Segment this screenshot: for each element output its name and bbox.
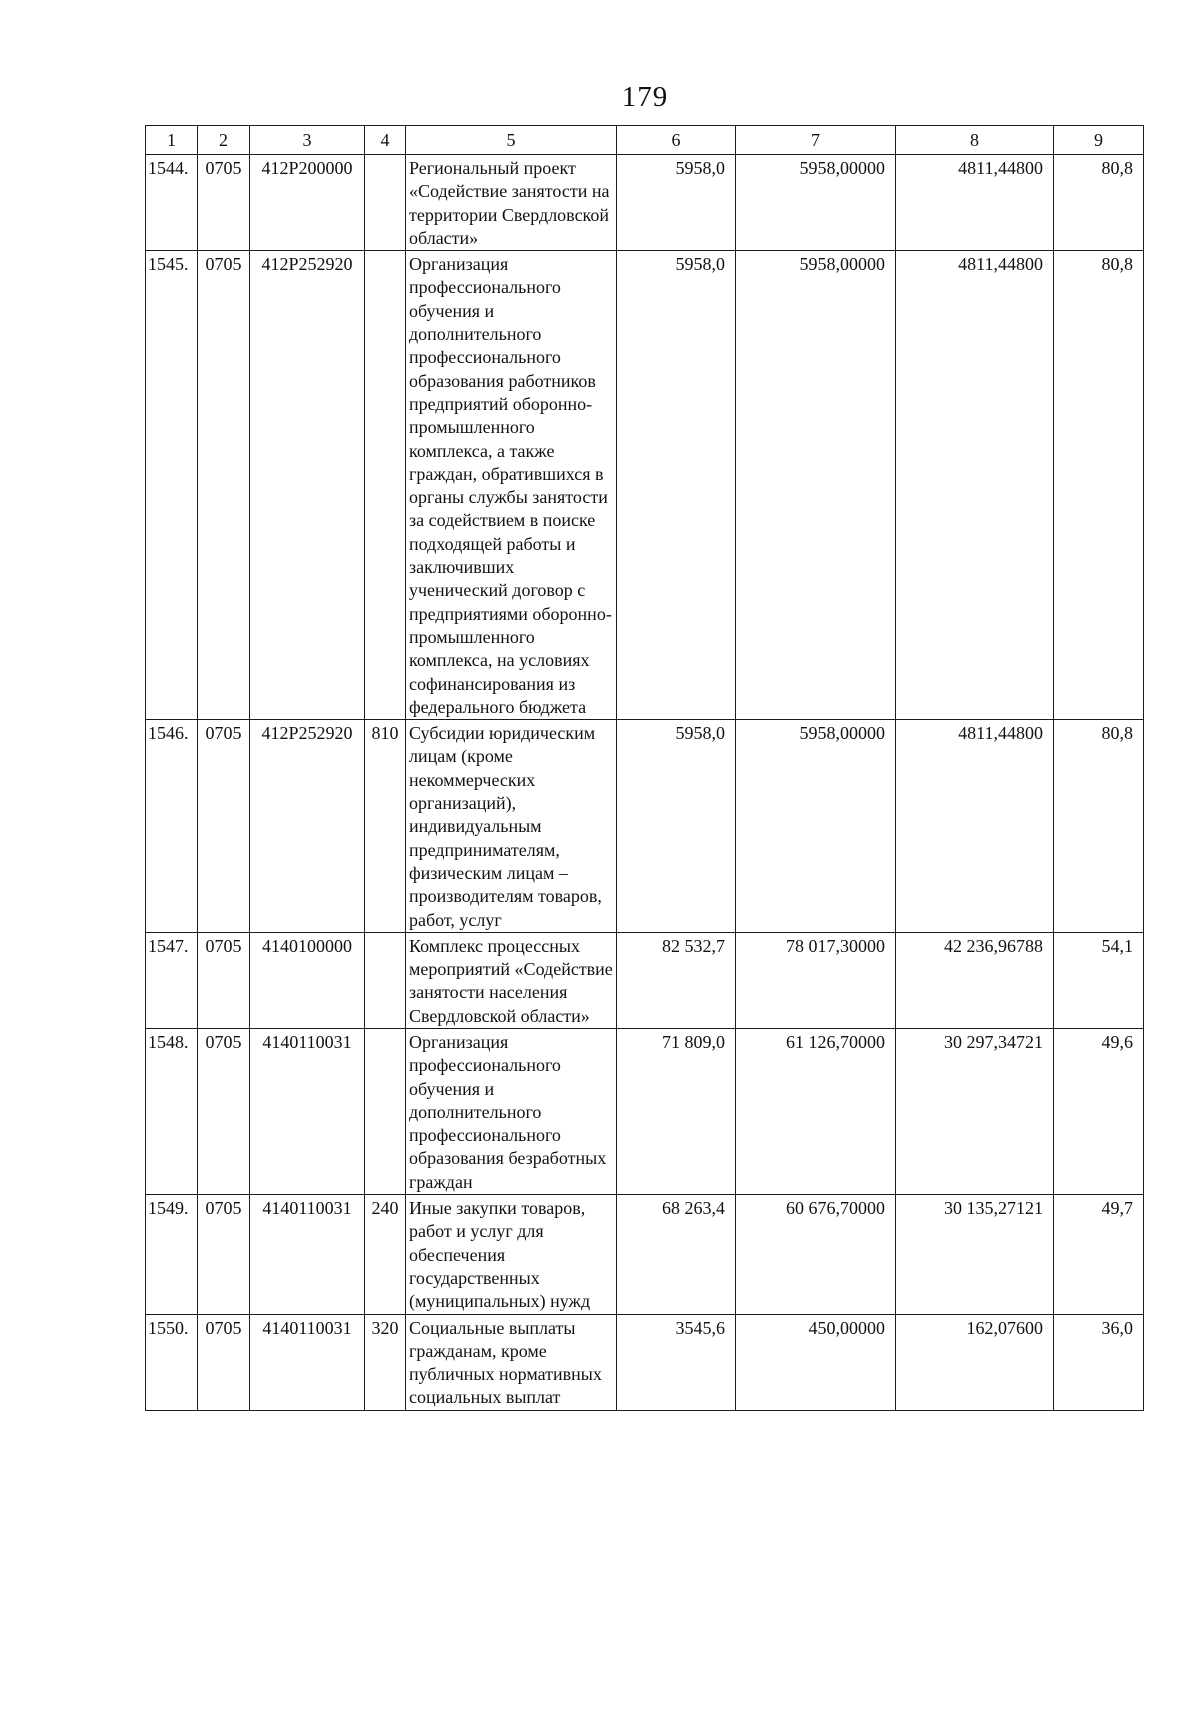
table-header-row	[146, 126, 1144, 155]
approved-amount-cell: 68 263,4	[617, 1195, 736, 1314]
expense-type-cell: 240	[365, 1195, 406, 1314]
budget-table	[145, 125, 1144, 1411]
executed-amount-cell: 4811,44800	[896, 155, 1054, 251]
approved-amount-cell: 5958,0	[617, 720, 736, 933]
page-number: 179	[621, 81, 669, 113]
target-article-cell: 4140110031	[250, 1028, 365, 1194]
approved-amount-cell: 3545,6	[617, 1314, 736, 1410]
target-article-cell: 4140100000	[250, 932, 365, 1028]
description-cell: Субсидии юридическим лицам (кроме некоммерческих организаций), индивидуальным предпринимателям, физическим лицам – производителям товаров, работ, услуг	[406, 720, 617, 933]
planned-amount-cell: 60 676,70000	[736, 1195, 896, 1314]
execution-percent-cell: 80,8	[1054, 155, 1144, 251]
column-header: 8	[896, 126, 1054, 155]
column-header: 1	[146, 126, 198, 155]
row-number-cell: 1546.	[146, 720, 198, 933]
expense-type-cell: 320	[365, 1314, 406, 1410]
planned-amount-cell: 78 017,30000	[736, 932, 896, 1028]
expense-type-cell: 810	[365, 720, 406, 933]
approved-amount-cell: 82 532,7	[617, 932, 736, 1028]
section-code-cell: 0705	[198, 155, 250, 251]
table-row	[146, 1028, 1144, 1194]
target-article-cell: 4140110031	[250, 1195, 365, 1314]
row-number-cell: 1550.	[146, 1314, 198, 1410]
target-article-cell: 412P252920	[250, 720, 365, 933]
table-row	[146, 932, 1144, 1028]
table-row	[146, 251, 1144, 720]
executed-amount-cell: 162,07600	[896, 1314, 1054, 1410]
target-article-cell: 412P252920	[250, 251, 365, 720]
approved-amount-cell: 5958,0	[617, 155, 736, 251]
planned-amount-cell: 5958,00000	[736, 155, 896, 251]
column-header: 5	[406, 126, 617, 155]
executed-amount-cell: 4811,44800	[896, 720, 1054, 933]
planned-amount-cell: 5958,00000	[736, 251, 896, 720]
description-cell: Иные закупки товаров, работ и услуг для обеспечения государственных (муниципальных) нужд	[406, 1195, 617, 1314]
target-article-cell: 4140110031	[250, 1314, 365, 1410]
table-row	[146, 1314, 1144, 1410]
column-header: 2	[198, 126, 250, 155]
row-number-cell: 1545.	[146, 251, 198, 720]
execution-percent-cell: 54,1	[1054, 932, 1144, 1028]
row-number-cell: 1549.	[146, 1195, 198, 1314]
execution-percent-cell: 49,6	[1054, 1028, 1144, 1194]
row-number-cell: 1547.	[146, 932, 198, 1028]
row-number-cell: 1548.	[146, 1028, 198, 1194]
section-code-cell: 0705	[198, 1314, 250, 1410]
description-cell: Региональный проект «Содействие занятости на территории Свердловской области»	[406, 155, 617, 251]
expense-type-cell	[365, 1028, 406, 1194]
description-cell: Организация профессионального обучения и дополнительного профессионального образования работников предприятий оборонно-промышленного комплекса, а также граждан, обратившихся в органы службы занятости за содействием в поиске подходящей работы и заключивших ученический договор с предприятиями оборонно-промышленного комплекса, на условиях софинансирования из федерального бюджета	[406, 251, 617, 720]
execution-percent-cell: 80,8	[1054, 251, 1144, 720]
table-row	[146, 155, 1144, 251]
description-cell: Организация профессионального обучения и дополнительного профессионального образования безработных граждан	[406, 1028, 617, 1194]
executed-amount-cell: 30 297,34721	[896, 1028, 1054, 1194]
executed-amount-cell: 30 135,27121	[896, 1195, 1054, 1314]
table-row	[146, 720, 1144, 933]
expense-type-cell	[365, 932, 406, 1028]
approved-amount-cell: 5958,0	[617, 251, 736, 720]
executed-amount-cell: 42 236,96788	[896, 932, 1054, 1028]
execution-percent-cell: 36,0	[1054, 1314, 1144, 1410]
expense-type-cell	[365, 251, 406, 720]
column-header: 3	[250, 126, 365, 155]
row-number-cell: 1544.	[146, 155, 198, 251]
executed-amount-cell: 4811,44800	[896, 251, 1054, 720]
expense-type-cell	[365, 155, 406, 251]
approved-amount-cell: 71 809,0	[617, 1028, 736, 1194]
description-cell: Социальные выплаты гражданам, кроме публичных нормативных социальных выплат	[406, 1314, 617, 1410]
description-cell: Комплекс процессных мероприятий «Содействие занятости населения Свердловской области»	[406, 932, 617, 1028]
execution-percent-cell: 80,8	[1054, 720, 1144, 933]
section-code-cell: 0705	[198, 251, 250, 720]
table-row	[146, 1195, 1144, 1314]
section-code-cell: 0705	[198, 932, 250, 1028]
planned-amount-cell: 61 126,70000	[736, 1028, 896, 1194]
column-header: 4	[365, 126, 406, 155]
column-header: 7	[736, 126, 896, 155]
column-header: 6	[617, 126, 736, 155]
section-code-cell: 0705	[198, 1195, 250, 1314]
planned-amount-cell: 450,00000	[736, 1314, 896, 1410]
target-article-cell: 412P200000	[250, 155, 365, 251]
planned-amount-cell: 5958,00000	[736, 720, 896, 933]
section-code-cell: 0705	[198, 720, 250, 933]
column-header: 9	[1054, 126, 1144, 155]
section-code-cell: 0705	[198, 1028, 250, 1194]
execution-percent-cell: 49,7	[1054, 1195, 1144, 1314]
